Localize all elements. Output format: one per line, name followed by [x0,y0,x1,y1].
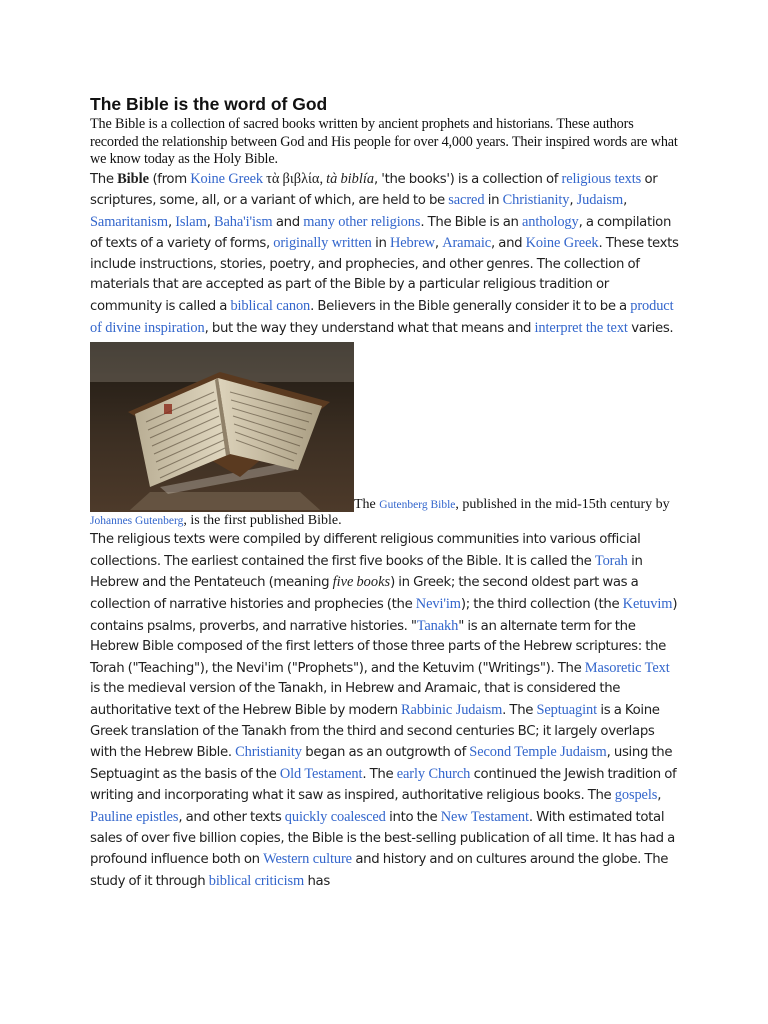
link-product-of-divine-inspiration[interactable]: product of divine inspiration [90,298,674,336]
link-hebrew[interactable]: Hebrew [389,235,435,252]
link-johannes-gutenberg[interactable]: Johannes Gutenberg [90,515,184,528]
link-western-culture[interactable]: Western culture [263,851,352,868]
paragraph-collections: The religious texts were compiled by different religious communities into various official collections. The earliest contained the first five books of the Bible. It is called the Torah in Hebrew and the Pentateuch (meaning five books) in Greek; the second oldest part was a collection of narrative histories and prophecies (the Nevi'im); the third collection (the Ketuvim) contains psalms, proverbs, and narrative histories. "Tanakh" is an alternate term for the Hebrew Bible composed of the first letters of those three parts of the Hebrew scriptures: the Torah ("Teaching"), the Nevi'im ("Prophets"), and the Ketuvim ("Writings"). The Masoretic Text is the medieval version of the Tanakh, in Hebrew and Aramaic, that is considered the authoritative text of the Hebrew Bible by modern Rabbinic Judaism. The Septuagint is a Koine Greek translation of the Tanakh from the third and second centuries BC; it largely overlaps with the Hebrew Bible. Christianity began as an outgrowth of Second Temple Judaism, using the Septuagint as the basis of the Old Testament. The early Church continued the Jewish tradition of writing and incorporating what it saw as inspired, authoritative religious books. The gospels, Pauline epistles, and other texts quickly coalesced into the New Testament. With estimated total sales of over five billion copies, the Bible is the best-selling publication of all time. It has had a profound influence both on Western culture and history and on cultures around the globe. The study of it through biblical criticism has [90,532,678,889]
link-gospels[interactable]: gospels [614,787,658,804]
link-islam[interactable]: Islam [175,213,207,230]
link-many-other-religions[interactable]: many other religions [303,213,421,230]
link-second-temple-judaism[interactable]: Second Temple Judaism [469,744,607,761]
link-torah[interactable]: Torah [594,552,628,569]
link-religious-texts[interactable]: religious texts [561,170,642,187]
link-anthology[interactable]: anthology [521,213,579,230]
link-aramaic[interactable]: Aramaic [442,235,492,252]
link-christianity-2[interactable]: Christianity [235,744,302,761]
link-biblical-canon[interactable]: biblical canon [230,298,311,315]
link-early-church[interactable]: early Church [396,765,471,782]
link-koine-greek-2[interactable]: Koine Greek [525,235,599,252]
link-tanakh[interactable]: Tanakh [416,617,459,634]
link-sacred[interactable]: sacred [448,192,485,209]
bible-term: Bible [117,170,150,187]
link-septuagint[interactable]: Septuagint [536,702,598,718]
link-ketuvim[interactable]: Ketuvim [622,596,673,613]
link-rabbinic-judaism[interactable]: Rabbinic Judaism [401,702,503,718]
intro-paragraph: The Bible is a collection of sacred books written by ancient prophets and historians. These authors recorded the relationship between God and His people for over 4,000 years. Their inspired words are what we know today as the Holy Bible. [90,116,678,167]
link-koine-greek[interactable]: Koine Greek [190,170,264,187]
link-pauline-epistles[interactable]: Pauline epistles [90,808,179,825]
page-title: The Bible is the word of God [90,94,328,114]
link-new-testament[interactable]: New Testament [440,808,529,825]
link-bahaiism[interactable]: Baha'i'ism [213,213,273,230]
figure-row [90,342,680,512]
figure-caption-line2: Johannes Gutenberg, is the first published Bible. [90,513,342,529]
open-book-illustration [90,342,354,512]
link-biblical-criticism[interactable]: biblical criticism [208,872,305,889]
link-masoretic-text[interactable]: Masoretic Text [584,659,670,676]
link-neviim[interactable]: Nevi'im [415,596,461,613]
link-originally-written[interactable]: originally written [273,235,372,252]
link-gutenberg-bible[interactable]: Gutenberg Bible [379,499,456,512]
paragraph-bible-definition: The Bible (from Koine Greek τὰ βιβλία, tà biblía, 'the books') is a collection of religious texts or scriptures, some, all, or a variant of which, are held to be sacred in Christianity, Judaism, Samaritanism, Islam, Baha'i'ism and many other religions. The Bible is an anthology, a compilation of texts of a variety of forms, originally written in Hebrew, Aramaic, and Koine Greek. These texts include instructions, stories, poetry, and prophecies, and other genres. The collection of materials that are accepted as part of the Bible by a particular religious tradition or community is called a biblical canon. Believers in the Bible generally consider it to be a product of divine inspiration, but the way they understand what that means and interpret the text varies. [90,170,679,336]
link-interpret-the-text[interactable]: interpret the text [534,319,628,336]
link-samaritanism[interactable]: Samaritanism [90,213,168,230]
document-page [90,94,680,892]
link-judaism[interactable]: Judaism [576,192,624,209]
link-old-testament[interactable]: Old Testament [279,765,363,782]
gutenberg-bible-image [90,342,354,512]
five-books-term: five books [332,574,391,591]
link-quickly-coalesced[interactable]: quickly coalesced [284,808,386,825]
figure-caption-line1: The Gutenberg Bible, published in the mid-15th century by [354,497,670,513]
link-christianity[interactable]: Christianity [502,192,570,209]
